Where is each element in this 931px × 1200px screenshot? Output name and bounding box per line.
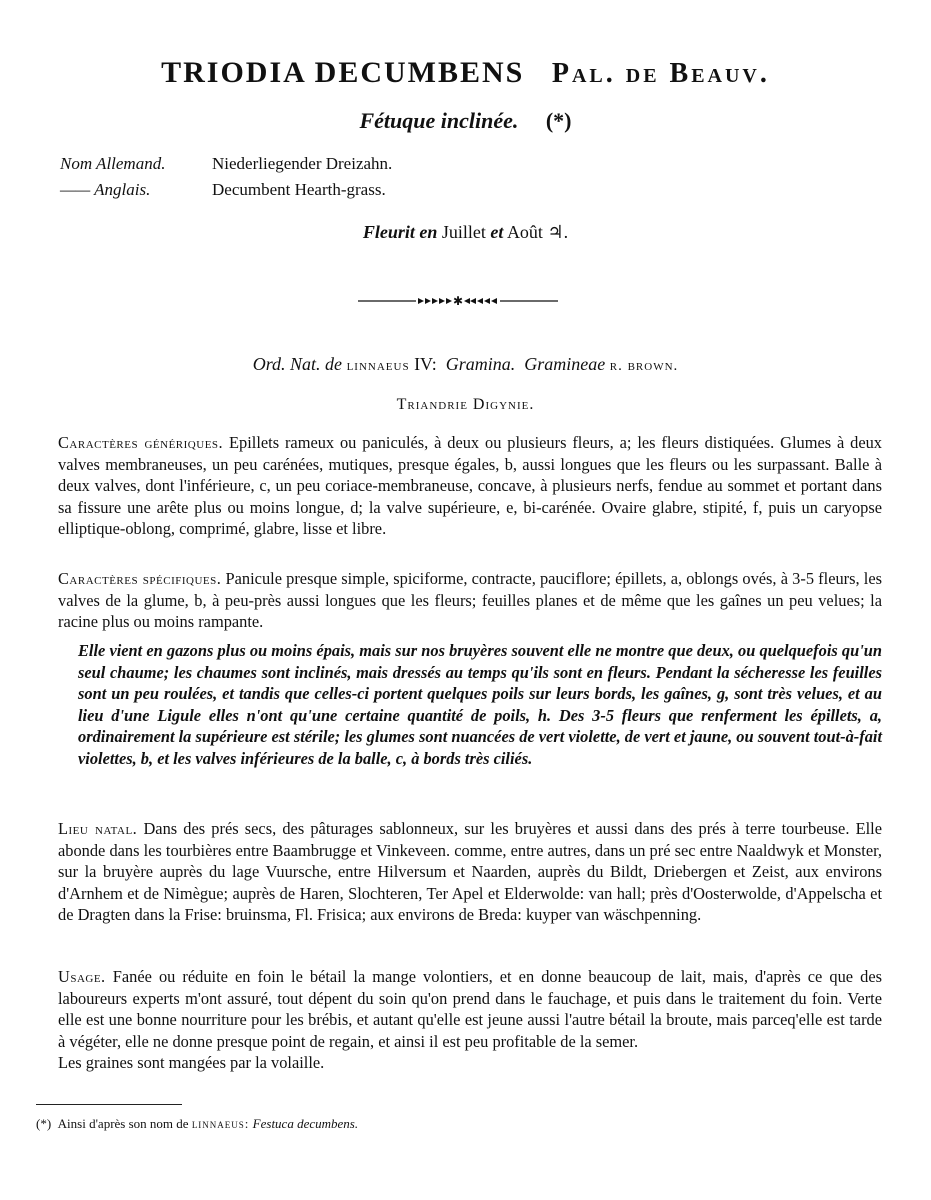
species-name: TRIODIA DECUMBENS xyxy=(161,56,525,89)
footnote xyxy=(36,1116,358,1132)
paragraph-heading: Usage. xyxy=(58,967,106,986)
footnote-mark: (*) xyxy=(545,108,572,133)
footnote-rule xyxy=(36,1104,182,1105)
name-row-english xyxy=(60,180,392,206)
ord-gramina: Gramina. xyxy=(445,354,516,374)
paragraph-remarks: Elle vient en gazons plus ou moins épais, mais sur nos bruyères souvent elle ne montre que deux, ou quelquefois qu'un seul chaume; les chaumes sont inclinés, mais dressés au temps qu'ils sont en fleurs. Pendant la sécheresse les feuilles sont un peu roulées, et tandis que celles-ci portent quelques poils sur leurs bords, les gaînes, g, sont très velues, et au lieu d'une Ligule elles n'ont qu'une certaine quantité de poils, h. Des 3-5 fleurs que renferment les épillets, a, ordinairement la supérieure est stérile; les glumes sont nuancées de vert violette, de vert et jaune, ou souvent tout-à-fait violettes, b, et les valves inférieures de la balle, c, à bords très ciliés. xyxy=(78,641,883,768)
species-title xyxy=(80,56,851,90)
ord-gramineae: Gramineae xyxy=(524,354,606,374)
ornament-divider xyxy=(358,296,558,306)
ord-number: IV: xyxy=(414,354,437,374)
ord-linnaeus: linnaeus xyxy=(346,358,410,374)
svg-text:✱: ✱ xyxy=(452,296,464,306)
classification-line xyxy=(0,354,931,375)
footnote-species: Festuca decumbens. xyxy=(252,1116,359,1131)
footnote-mark: (*) xyxy=(36,1116,52,1131)
paragraph-text: Dans des prés secs, des pâturages sablonneux, sur les bruyères et aussi dans des prés à terre tourbeuse. Elle abonde dans les tourbières entre Baambrugge et Vinkeveen. comme, entre autres, dans un pré sec entre Naaldwyk et Monster, sur la bruyère auprès du lage Vuursche, entre Hilversum et Naarden, auprès du Bildt, Driebergen et Zeist, aux environs d'Arnhem et de Nimègue; auprès de Haren, Slochteren, Ter Apel et Elderwolde: van hall; près d'Oosterwolde, d'Appelscha et de Dragten dans la Frise: bruinsma, Fl. Frisica; aux environs de Breda: kuyper van wäschpenning. xyxy=(58,819,882,924)
perennial-symbol: ♃. xyxy=(547,222,569,242)
ord-label: Ord. Nat. de xyxy=(252,354,343,374)
paragraph-specific-characters xyxy=(58,568,882,633)
paragraph-heading: Lieu natal. xyxy=(58,819,138,838)
paragraph-text: Epillets rameux ou paniculés, à deux ou plusieurs fleurs, a; les fleurs distiquées. Glumes à deux valves membraneuses, un peu carénées, mutiques, presque égales, b, aussi longues que les fleurs ou les surpassant. Balle à deux valves, dont l'inférieure, c, un peu coriace-membraneuse, concave, à plusieurs nerfs, fendue au sommet et portant dans sa fissure une arête plus ou moins longue, d; la valve supérieure, e, bi-carénée. Ovaire glabre, stipité, f, puis un caryopse elliptique-oblong, comprimé, glabre, lisse et libre. xyxy=(58,433,882,538)
paragraph-text: Fanée ou réduite en foin le bétail la mange volontiers, et en donne beaucoup de lait, mais, d'après ce que des laboureurs experts m'ont assuré, tout dépent du soin qu'on prend dans le fauchage, et puis dans le traitement du foin. Verte elle est une bonne nourriture pour les brébis, et autant qu'elle est jeune aussi l'autre bétail la broute, mais parceq'elle est tarde à végéter, elle ne donne presque point de regain, et ainsi il est peu profitable de la semer. xyxy=(58,967,882,1051)
name-row-german xyxy=(60,154,392,180)
paragraph-heading: Caractères génériques. xyxy=(58,433,224,452)
triandrie-heading: Triandrie Digynie. xyxy=(396,396,535,413)
ord-brown: r. brown. xyxy=(609,358,679,374)
paragraph-text: Panicule presque simple, spiciforme, contracte, pauciflore; épillets, a, oblongs ovés, à 3-5 fleurs, les valves de la glume, b, à peu-près aussi longues que les fleurs; feuilles planes et de même que les gaînes un peu velues; la racine plus ou moins rampante. xyxy=(58,569,882,631)
common-names xyxy=(60,154,392,206)
paragraph-heading: Caractères spécifiques. xyxy=(58,569,222,588)
name-label: Nom Allemand. xyxy=(60,154,166,173)
paragraph-native-place xyxy=(58,818,882,926)
name-value: Decumbent Hearth-grass. xyxy=(212,180,386,199)
french-name xyxy=(80,108,851,134)
name-label: —— Anglais. xyxy=(60,180,151,199)
paragraph-generic-characters xyxy=(58,432,882,540)
paragraph-seeds: Les graines sont mangées par la volaille. xyxy=(58,1053,325,1072)
footnote-linnaeus: linnaeus: xyxy=(191,1116,250,1131)
footnote-text: Ainsi d'après son nom de xyxy=(57,1116,189,1131)
species-author: Pal. de Beauv. xyxy=(551,58,770,89)
flowering-conj: et xyxy=(490,222,504,242)
flowering-line xyxy=(0,222,931,243)
paragraph-usage xyxy=(58,966,882,1074)
flowering-month-2: Août xyxy=(506,222,543,242)
name-value: Niederliegender Dreizahn. xyxy=(212,154,393,173)
french-name-text: Fétuque inclinée. xyxy=(359,108,519,133)
flowering-prefix: Fleurit en xyxy=(362,222,438,242)
flowering-month-1: Juillet xyxy=(441,222,486,242)
